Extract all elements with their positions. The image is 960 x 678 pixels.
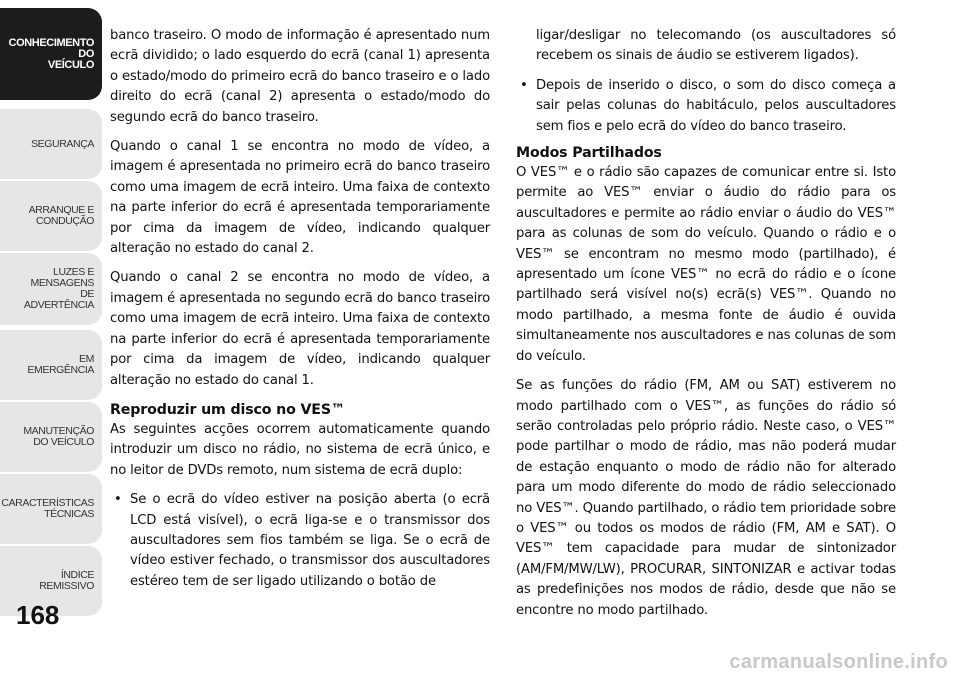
list-item <box>516 76 896 137</box>
tab-seguranca[interactable]: SEGURANÇA <box>0 109 102 179</box>
bullet-glyph: • <box>520 77 528 93</box>
section-heading: Reproduzir um disco no VES™ <box>110 401 345 418</box>
tab-indice-remissivo[interactable]: ÍNDICE REMISSIVO <box>0 546 102 616</box>
paragraph: banco traseiro. O modo de informação é apresentado num ecrã dividido; o lado esquerdo do ecrã (canal 1) apresenta o estado/modo do primeiro ecrã do banco traseiro e o lado direito do ecrã (canal 2) apresenta o estado/modo do segundo ecrã do banco traseiro. <box>110 28 490 125</box>
list-item <box>110 490 490 592</box>
paragraph: O VES™ e o rádio são capazes de comunicar entre si. Isto permite ao VES™ enviar o áudio do rádio para os auscultadores e permite ao rádio enviar o áudio do VES™ para as colunas de som do veículo. Quando o rádio e o VES™ se encontram no mesmo modo (partilhado), é apresentado um ícone VES™ no ecrã do rádio e o ícone partilhado será visível no(s) ecrã(s) VES™. Quando no modo partilhado, a mesma fonte de áudio é ouvida simultaneamente nos auscultadores e nas colunas de som do veículo. <box>516 165 896 364</box>
tab-arranque-e-conducao[interactable]: ARRANQUE E CONDUÇÃO <box>0 181 102 251</box>
section-heading: Modos Partilhados <box>516 145 662 162</box>
tab-caracteristicas-tecnicas[interactable]: CARACTERÍSTICAS TÉCNICAS <box>0 474 102 544</box>
tab-luzes-e-mensagens[interactable]: LUZES E MENSAGENS DE ADVERTÊNCIA <box>0 253 102 325</box>
right-column <box>516 26 896 630</box>
left-column <box>110 26 490 598</box>
list-item-text: Se o ecrã do vídeo estiver na posição aberta (o ecrã LCD está visível), o ecrã liga-se e o transmissor dos auscultadores sem fios também se liga. Se o ecrã de vídeo estiver fechado, o transmissor dos auscultadores estéreo tem de ser ligado utilizando o botão de <box>130 492 490 589</box>
page-number: 168 <box>16 600 60 630</box>
tab-manutencao-do-veiculo[interactable]: MANUTENÇÃO DO VEÍCULO <box>0 402 102 472</box>
list-item-text: Depois de inserido o disco, o som do disco começa a sair pelas colunas do habitáculo, pelos auscultadores sem fios e pelo ecrã do vídeo do banco traseiro. <box>536 77 896 134</box>
paragraph: Se as funções do rádio (FM, AM ou SAT) estiverem no modo partilhado com o VES™, as funções do rádio só serão controladas pelo próprio rádio. Neste caso, o VES™ pode partilhar o modo de rádio, mas não poderá mudar de estação enquanto o modo de rádio não for alterado para um modo diferente do modo de rádio seleccionado no VES™. Quando partilhado, o rádio tem prioridade sobre o VES™ ou todos os modos de rádio (FM, AM e SAT). O VES™ tem capacidade para mudar de sintonizador (AM/FM/MW/LW), PROCURAR, SINTONIZAR e activar todas as predefinições nos modos de rádio, desde que não se encontre no modo partilhado. <box>516 378 896 618</box>
bullet-glyph: • <box>114 492 122 508</box>
tab-conhecimento-do-veiculo[interactable]: CONHECIMENTO DO VEÍCULO <box>0 8 102 100</box>
paragraph: Quando o canal 2 se encontra no modo de vídeo, a imagem é apresentada no segundo ecrã do banco traseiro como uma imagem de ecrã inteiro. Uma faixa de contexto na parte inferior do ecrã é apresentada temporariamente por cima da imagem de vídeo, indicando qualquer alteração no estado do canal 1. <box>110 270 490 388</box>
paragraph: As seguintes acções ocorrem automaticamente quando introduzir um disco no rádio, no sistema de ecrã único, e no leitor de DVDs remoto, num sistema de ecrã duplo: <box>110 421 490 478</box>
bullet-list <box>516 76 896 137</box>
bullet-list <box>110 490 490 592</box>
tab-em-emergencia[interactable]: EM EMERGÊNCIA <box>0 330 102 400</box>
list-item-continuation: ligar/desligar no telecomando (os auscultadores só recebem os sinais de áudio se estiverem ligados). <box>536 28 896 64</box>
watermark: carmanualsonline.info <box>729 651 948 673</box>
paragraph: Quando o canal 1 se encontra no modo de vídeo, a imagem é apresentada no primeiro ecrã do banco traseiro como uma imagem de ecrã inteiro. Uma faixa de contexto na parte inferior do ecrã é apresentada temporariamente por cima da imagem de vídeo, indicando qualquer alteração no estado do canal 2. <box>110 139 490 257</box>
